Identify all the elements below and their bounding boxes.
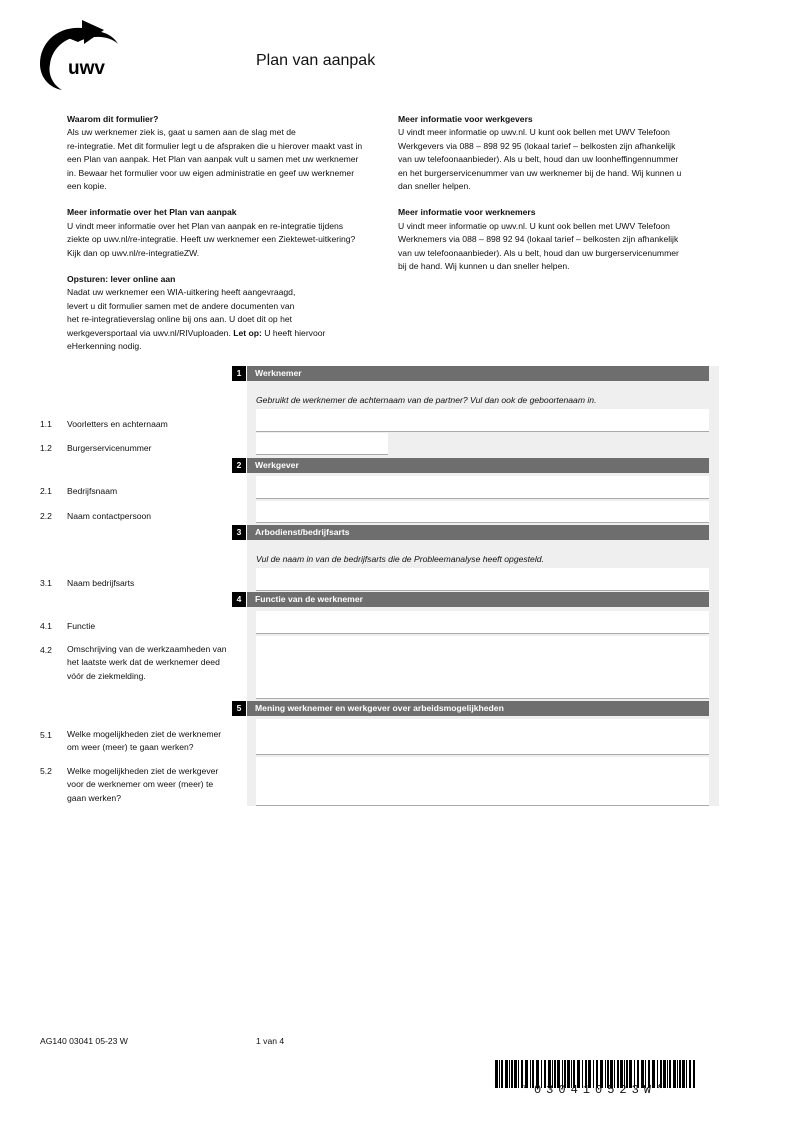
- field-label: Voorletters en achternaam: [67, 419, 168, 429]
- intro-heading: Meer informatie over het Plan van aanpak: [67, 207, 237, 218]
- text-line: en het burgerservicenummer van uw werknemer bij de hand. Wij kunnen u: [398, 167, 682, 178]
- logo-text: uwv: [68, 58, 105, 79]
- contact-person-input[interactable]: [256, 501, 709, 523]
- page-title: Plan van aanpak: [256, 52, 376, 69]
- field-label: Functie: [67, 621, 96, 631]
- field-label: [67, 643, 247, 683]
- section-number: 2: [232, 458, 246, 473]
- text-line: dan sneller helpen.: [398, 181, 471, 192]
- text-line: Nadat uw werknemer een WIA-uitkering heeft aangevraagd,: [67, 287, 296, 298]
- intro-left: [67, 113, 389, 367]
- text-line: van uw telefoonaanbieder). Als u belt, houd dan uw burgerservicenummer: [398, 247, 679, 258]
- field-number: 2.2: [40, 511, 52, 521]
- section-header-werknemer: Werknemer: [247, 366, 709, 381]
- field-number: 4.1: [40, 621, 52, 631]
- function-input[interactable]: [256, 611, 709, 634]
- field-number: 5.1: [40, 730, 52, 740]
- field-label: Naam bedrijfsarts: [67, 578, 135, 588]
- intro-text: [398, 220, 710, 274]
- text-line: een Plan van aanpak. Het Plan van aanpak vult u samen met uw werknemer: [67, 154, 359, 165]
- text-line: U heeft hiervoor: [261, 327, 326, 338]
- text-line: Werknemers via 088 – 898 92 94 (lokaal tarief – belkosten zijn afhankelijk: [398, 234, 679, 245]
- intro-text: [67, 286, 389, 353]
- section-note: Vul de naam in van de bedrijfsarts die de Probleemanalyse heeft opgesteld.: [256, 554, 544, 564]
- field-label: Burgerservicenummer: [67, 443, 152, 453]
- label-line: Welke mogelijkheden ziet de werkgever: [67, 766, 219, 776]
- text-line: bij de hand. Wij kunnen u dan sneller helpen.: [398, 261, 570, 272]
- field-number: 1.1: [40, 419, 52, 429]
- text-line: in. Bewaar het formulier voor uw eigen administratie en geef uw werknemer: [67, 167, 355, 178]
- section-header-mening: Mening werknemer en werkgever over arbeidsmogelijkheden: [247, 701, 709, 716]
- barcode-text: *030410523W*: [521, 1083, 669, 1097]
- form-code: AG140 03041 05-23 W: [40, 1036, 128, 1046]
- label-line: Welke mogelijkheden ziet de werknemer: [67, 729, 222, 739]
- uwv-logo: [38, 20, 122, 92]
- text-line: re-integratie. Met dit formulier legt u de afspraken die u hierover maakt vast in: [67, 140, 363, 151]
- section-header-arbodienst: Arbodienst/bedrijfsarts: [247, 525, 709, 540]
- field-label: [67, 765, 247, 805]
- initials-surname-input[interactable]: [256, 409, 709, 432]
- intro-text: [398, 126, 710, 193]
- employer-opinion-textarea[interactable]: [256, 757, 709, 806]
- company-name-input[interactable]: [256, 476, 709, 499]
- label-line: voor de werknemer om weer (meer) te: [67, 779, 214, 790]
- intro-heading: Opsturen: lever online aan: [67, 274, 176, 285]
- label-line: Omschrijving van de werkzaamheden van: [67, 644, 227, 654]
- section-header-functie: Functie van de werknemer: [247, 592, 709, 607]
- field-label: Naam contactpersoon: [67, 511, 152, 521]
- intro-right: [398, 113, 710, 286]
- intro-text: [67, 126, 389, 193]
- let-op-label: Let op:: [233, 327, 262, 338]
- intro-heading: Meer informatie voor werkgevers: [398, 114, 533, 124]
- field-number: 4.2: [40, 645, 52, 655]
- text-line: levert u dit formulier samen met de andere documenten van: [67, 300, 295, 311]
- field-number: 1.2: [40, 443, 52, 453]
- section-number: 1: [232, 366, 246, 381]
- section-header-werkgever: Werkgever: [247, 458, 709, 473]
- text-line: ziekte op uwv.nl/re-integratie. Heeft uw werknemer een Ziektewet-uitkering?: [67, 234, 356, 245]
- employee-opinion-textarea[interactable]: [256, 719, 709, 755]
- section-number: 5: [232, 701, 246, 716]
- field-number: 3.1: [40, 578, 52, 588]
- section-number: 4: [232, 592, 246, 607]
- text-line: Als uw werknemer ziek is, gaat u samen aan de slag met de: [67, 127, 296, 138]
- field-number: 2.1: [40, 486, 52, 496]
- label-line: om weer (meer) te gaan werken?: [67, 742, 194, 753]
- text-line: werkgeversportaal via uwv.nl/RIVuploaden.: [67, 327, 234, 338]
- text-line: eHerkenning nodig.: [67, 341, 142, 352]
- intro-heading: Waarom dit formulier?: [67, 114, 159, 124]
- label-line: het laatste werk dat de werknemer deed: [67, 657, 220, 668]
- section-number: 3: [232, 525, 246, 540]
- text-line: U vindt meer informatie op uwv.nl. U kunt ook bellen met UWV Telefoon: [398, 220, 670, 231]
- text-line: een kopie.: [67, 181, 107, 192]
- text-line: het re-integratieverslag online bij ons aan. U doet dit op het: [67, 314, 293, 325]
- company-doctor-input[interactable]: [256, 568, 709, 591]
- text-line: Werkgevers via 088 – 898 92 95 (lokaal tarief – belkosten zijn afhankelijk: [398, 140, 676, 151]
- field-label: Bedrijfsnaam: [67, 486, 118, 496]
- intro-heading: Meer informatie voor werknemers: [398, 207, 536, 218]
- bsn-input[interactable]: [256, 433, 388, 455]
- text-line: van uw telefoonaanbieder). Als u belt, houd dan uw loonheffingennummer: [398, 154, 679, 165]
- section-note: Gebruikt de werknemer de achternaam van de partner? Vul dan ook de geboortenaam in.: [256, 395, 597, 405]
- page-number: 1 van 4: [256, 1036, 285, 1046]
- field-number: 5.2: [40, 766, 52, 776]
- label-line: vóór de ziekmelding.: [67, 670, 146, 681]
- label-line: gaan werken?: [67, 792, 121, 803]
- intro-text: [67, 220, 389, 260]
- work-description-textarea[interactable]: [256, 636, 709, 699]
- field-label: [67, 728, 247, 755]
- text-line: U vindt meer informatie over het Plan van aanpak en re-integratie tijdens: [67, 220, 344, 231]
- text-line: U vindt meer informatie op uwv.nl. U kunt ook bellen met UWV Telefoon: [398, 127, 670, 138]
- text-line: Kijk dan op uwv.nl/re-integratieZW.: [67, 247, 200, 258]
